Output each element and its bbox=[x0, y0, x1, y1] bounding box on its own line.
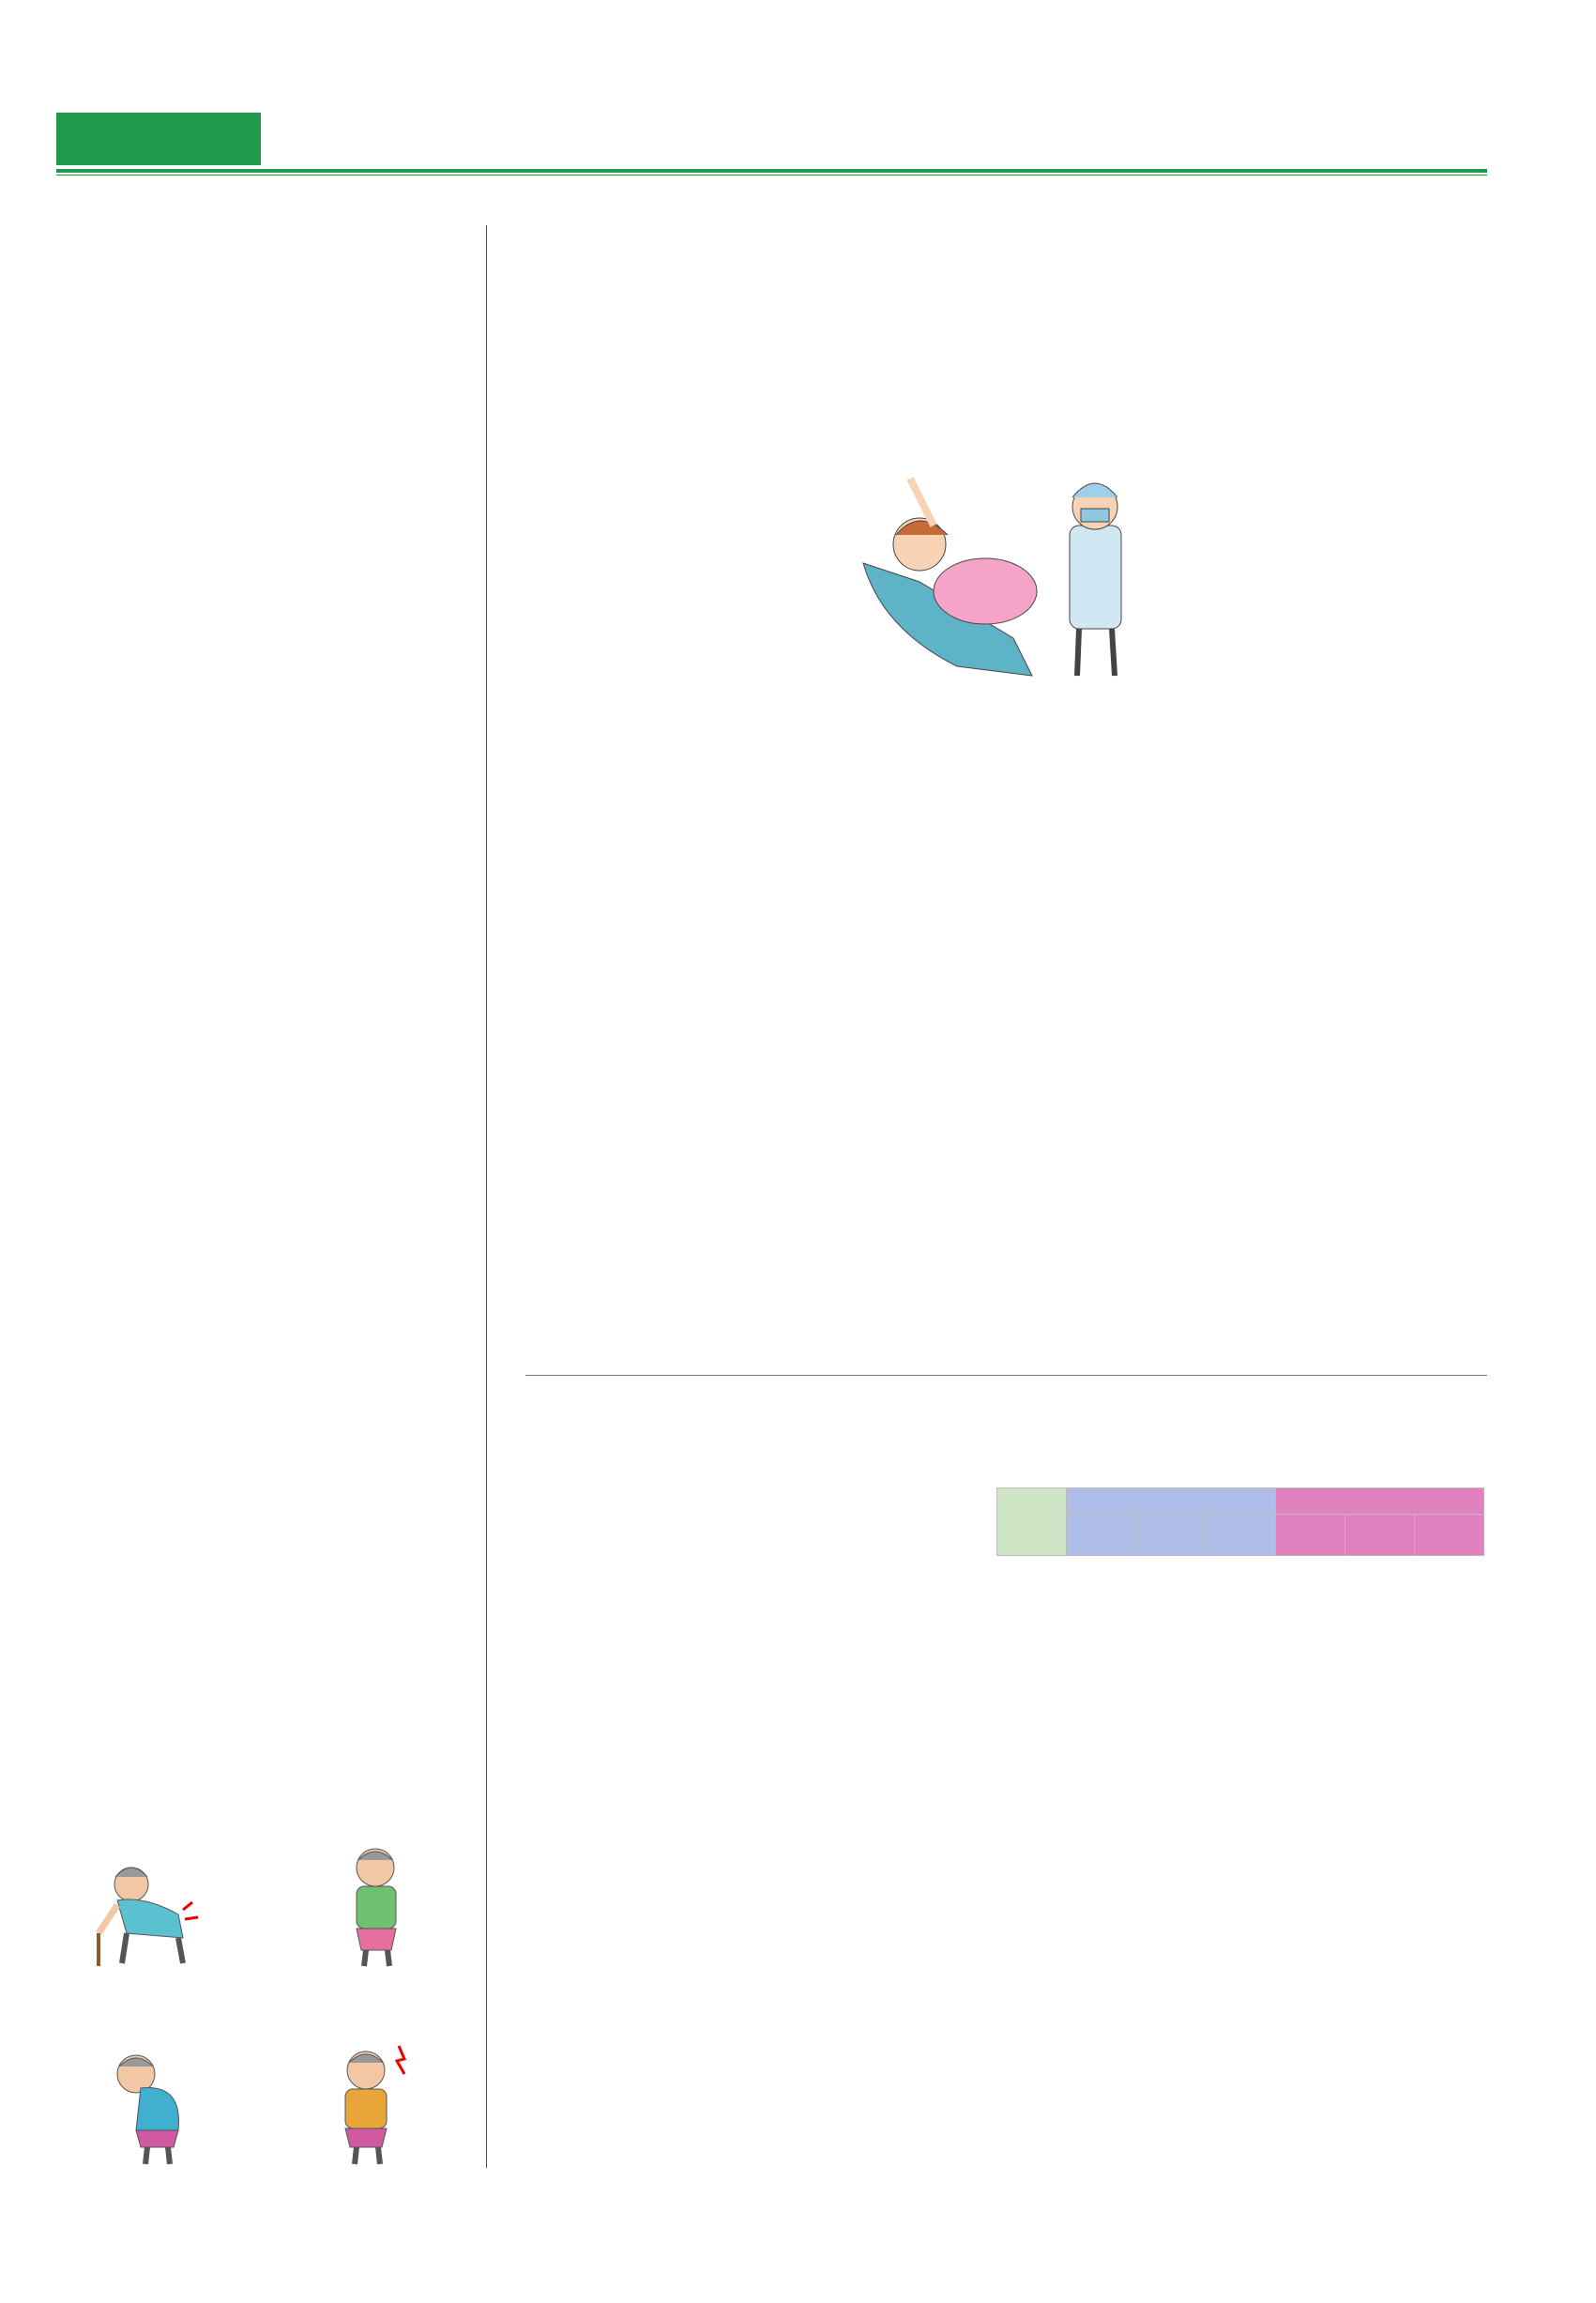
age-header bbox=[997, 1488, 1067, 1556]
girl-header bbox=[1275, 1488, 1483, 1515]
fracture-figure bbox=[314, 2036, 427, 2168]
growth-table bbox=[996, 1487, 1484, 1556]
hunchback-figure bbox=[99, 2036, 211, 2168]
girl-sub-below bbox=[1345, 1515, 1414, 1556]
boy-sub-short bbox=[1067, 1515, 1136, 1556]
boy-sub-mean bbox=[1206, 1515, 1275, 1556]
growth-table-wrap bbox=[996, 1487, 1484, 1556]
girl-sub-mean bbox=[1414, 1515, 1483, 1556]
boy-sub-below bbox=[1136, 1515, 1206, 1556]
section-tag bbox=[56, 113, 261, 165]
column-divider bbox=[486, 225, 487, 2168]
back-pain-figure bbox=[89, 1858, 220, 1971]
section-divider bbox=[525, 1375, 1487, 1376]
header-rule bbox=[56, 169, 1487, 173]
height-loss-figure bbox=[324, 1839, 436, 1971]
delivery-illustration bbox=[844, 441, 1163, 685]
boy-header bbox=[1067, 1488, 1275, 1515]
girl-sub-short bbox=[1275, 1515, 1345, 1556]
